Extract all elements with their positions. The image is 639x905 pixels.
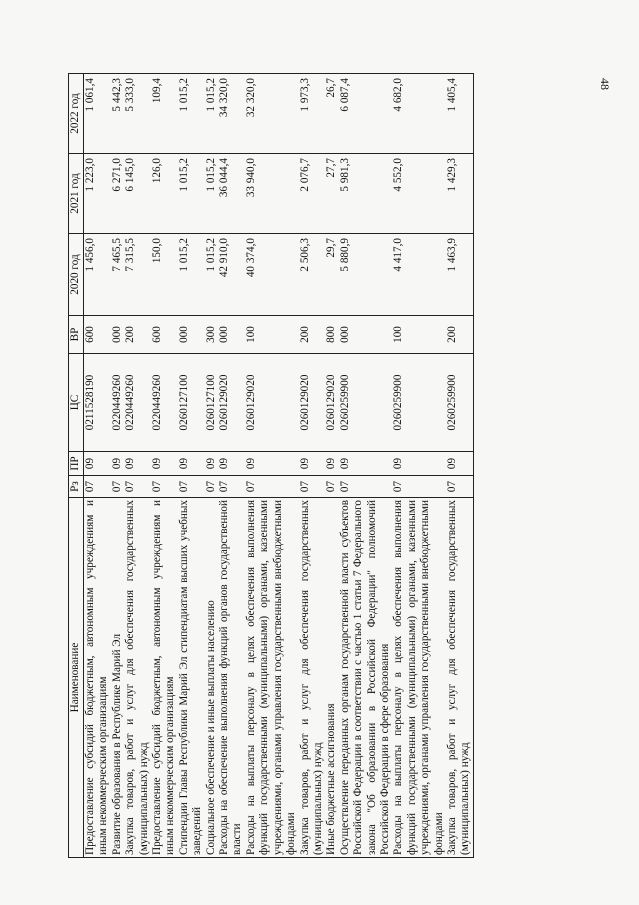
row-pr: 09 [218,452,245,476]
row-vr: 300 [205,316,218,354]
row-name: Закупка товаров, работ и услуг для обеспечения государственных (муниципальных) нужд [124,498,151,858]
row-rz: 07 [111,476,124,498]
row-pr: 09 [111,452,124,476]
header-cs: ЦС [69,354,84,452]
row-vr: 200 [446,316,473,354]
row-vr: 000 [339,316,393,354]
table-row [84,74,111,858]
row-cs: 0211528190 [84,354,111,452]
row-2022: 6 087,4 [339,74,393,154]
rotated-budget-table-page [68,74,528,858]
row-name: Закупка товаров, работ и услуг для обеспечения государственных (муниципальных) нужд [446,498,473,858]
row-rz: 07 [446,476,473,498]
table-row [151,74,178,858]
row-2022: 1 061,4 [84,74,111,154]
row-2021: 27,7 [325,154,338,234]
row-2020: 1 456,0 [84,234,111,316]
row-rz: 07 [84,476,111,498]
row-2022: 1 015,2 [205,74,218,154]
row-rz: 07 [339,476,393,498]
row-2020: 42 910,0 [218,234,245,316]
row-cs: 0260129020 [245,354,299,452]
row-pr: 09 [205,452,218,476]
row-2021: 33 940,0 [245,154,299,234]
row-rz: 07 [392,476,446,498]
row-2021: 6 271,0 [111,154,124,234]
row-name: Расходы на выплаты персоналу в целях обеспечения выполнения функций государственными (муниципальными) органами, казенными учреждениями, органами управления государственными внебюджетными фондами [392,498,446,858]
row-2022: 26,7 [325,74,338,154]
row-2020: 40 374,0 [245,234,299,316]
row-2020: 1 463,9 [446,234,473,316]
row-2022: 5 333,0 [124,74,151,154]
table-header [69,74,84,858]
row-rz: 07 [325,476,338,498]
row-2021: 36 044,4 [218,154,245,234]
table-row [245,74,299,858]
row-cs: 0260129020 [325,354,338,452]
row-rz: 07 [205,476,218,498]
table-row [325,74,338,858]
row-2022: 4 682,0 [392,74,446,154]
row-name: Предоставление субсидий бюджетным, автономным учреждениям и иным некоммерческим организациям [84,498,111,858]
row-cs: 0220449260 [124,354,151,452]
row-2020: 150,0 [151,234,178,316]
header-2021: 2021 год [69,154,84,234]
row-2020: 7 315,5 [124,234,151,316]
table-row [178,74,205,858]
row-name: Осуществление переданных органам государственной власти субъектов Российской Федерации в соответствии с частью 1 статьи 7 Федерального закона "Об образовании в Российской Федерации" полномочий Российской Федерации в сфере образования [339,498,393,858]
row-2020: 7 465,5 [111,234,124,316]
row-cs: 0260127100 [205,354,218,452]
row-2022: 1 405,4 [446,74,473,154]
row-vr: 000 [218,316,245,354]
table-row [339,74,393,858]
table-row [446,74,473,858]
row-vr: 200 [299,316,326,354]
row-2021: 6 145,0 [124,154,151,234]
table-row [205,74,218,858]
row-cs: 0260129020 [299,354,326,452]
row-2020: 5 880,9 [339,234,393,316]
row-rz: 07 [151,476,178,498]
row-2022: 1 973,3 [299,74,326,154]
table-row [124,74,151,858]
table-row [218,74,245,858]
row-cs: 0260127100 [178,354,205,452]
row-vr: 800 [325,316,338,354]
table-row [392,74,446,858]
row-2021: 1 429,3 [446,154,473,234]
row-pr: 09 [124,452,151,476]
row-2021: 4 552,0 [392,154,446,234]
row-2022: 109,4 [151,74,178,154]
row-pr: 09 [299,452,326,476]
header-pr: ПР [69,452,84,476]
row-rz: 07 [124,476,151,498]
row-cs: 0260129020 [218,354,245,452]
header-name: Наименование [69,498,84,858]
row-2021: 1 015,2 [205,154,218,234]
row-2022: 1 015,2 [178,74,205,154]
row-name: Расходы на выплаты персоналу в целях обеспечения выполнения функций государственными (муниципальными) органами, казенными учреждениями, органами управления государственными внебюджетными фондами [245,498,299,858]
row-vr: 100 [392,316,446,354]
row-pr: 09 [178,452,205,476]
row-2020: 29,7 [325,234,338,316]
row-cs: 0220449260 [151,354,178,452]
row-rz: 07 [299,476,326,498]
row-rz: 07 [245,476,299,498]
row-vr: 600 [151,316,178,354]
row-2022: 34 320,0 [218,74,245,154]
row-vr: 100 [245,316,299,354]
row-pr: 09 [325,452,338,476]
row-2020: 1 015,2 [178,234,205,316]
page-number: 48 [598,78,612,90]
row-2022: 32 320,0 [245,74,299,154]
table-row [299,74,326,858]
row-name: Расходы на обеспечение выполнения функций органов государственной власти [218,498,245,858]
header-rz: Рз [69,476,84,498]
row-2021: 2 076,7 [299,154,326,234]
row-name: Стипендии Главы Республики Марий Эл стипендиатам высших учебных заведений [178,498,205,858]
row-vr: 000 [111,316,124,354]
row-2020: 4 417,0 [392,234,446,316]
table-row [111,74,124,858]
budget-table [68,73,474,858]
row-rz: 07 [218,476,245,498]
row-2020: 1 015,2 [205,234,218,316]
row-cs: 0260259900 [339,354,393,452]
row-2021: 1 223,0 [84,154,111,234]
row-cs: 0220449260 [111,354,124,452]
row-name: Социальное обеспечение и иные выплаты населению [205,498,218,858]
row-vr: 600 [84,316,111,354]
row-rz: 07 [178,476,205,498]
header-vr: ВР [69,316,84,354]
header-2022: 2022 год [69,74,84,154]
row-pr: 09 [339,452,393,476]
row-pr: 09 [84,452,111,476]
row-2021: 5 981,3 [339,154,393,234]
row-pr: 09 [392,452,446,476]
row-cs: 0260259900 [446,354,473,452]
row-name: Предоставление субсидий бюджетным, автономным учреждениям и иным некоммерческим организациям [151,498,178,858]
row-cs: 0260259900 [392,354,446,452]
row-pr: 09 [446,452,473,476]
row-name: Закупка товаров, работ и услуг для обеспечения государственных (муниципальных) нужд [299,498,326,858]
table-body [84,74,474,858]
row-pr: 09 [151,452,178,476]
row-pr: 09 [245,452,299,476]
header-2020: 2020 год [69,234,84,316]
row-2020: 2 506,3 [299,234,326,316]
row-2021: 1 015,2 [178,154,205,234]
row-2021: 126,0 [151,154,178,234]
row-2022: 5 442,3 [111,74,124,154]
row-vr: 000 [178,316,205,354]
row-name: Развитие образования в Республике Марий Эл [111,498,124,858]
row-vr: 200 [124,316,151,354]
row-name: Иные бюджетные ассигнования [325,498,338,858]
